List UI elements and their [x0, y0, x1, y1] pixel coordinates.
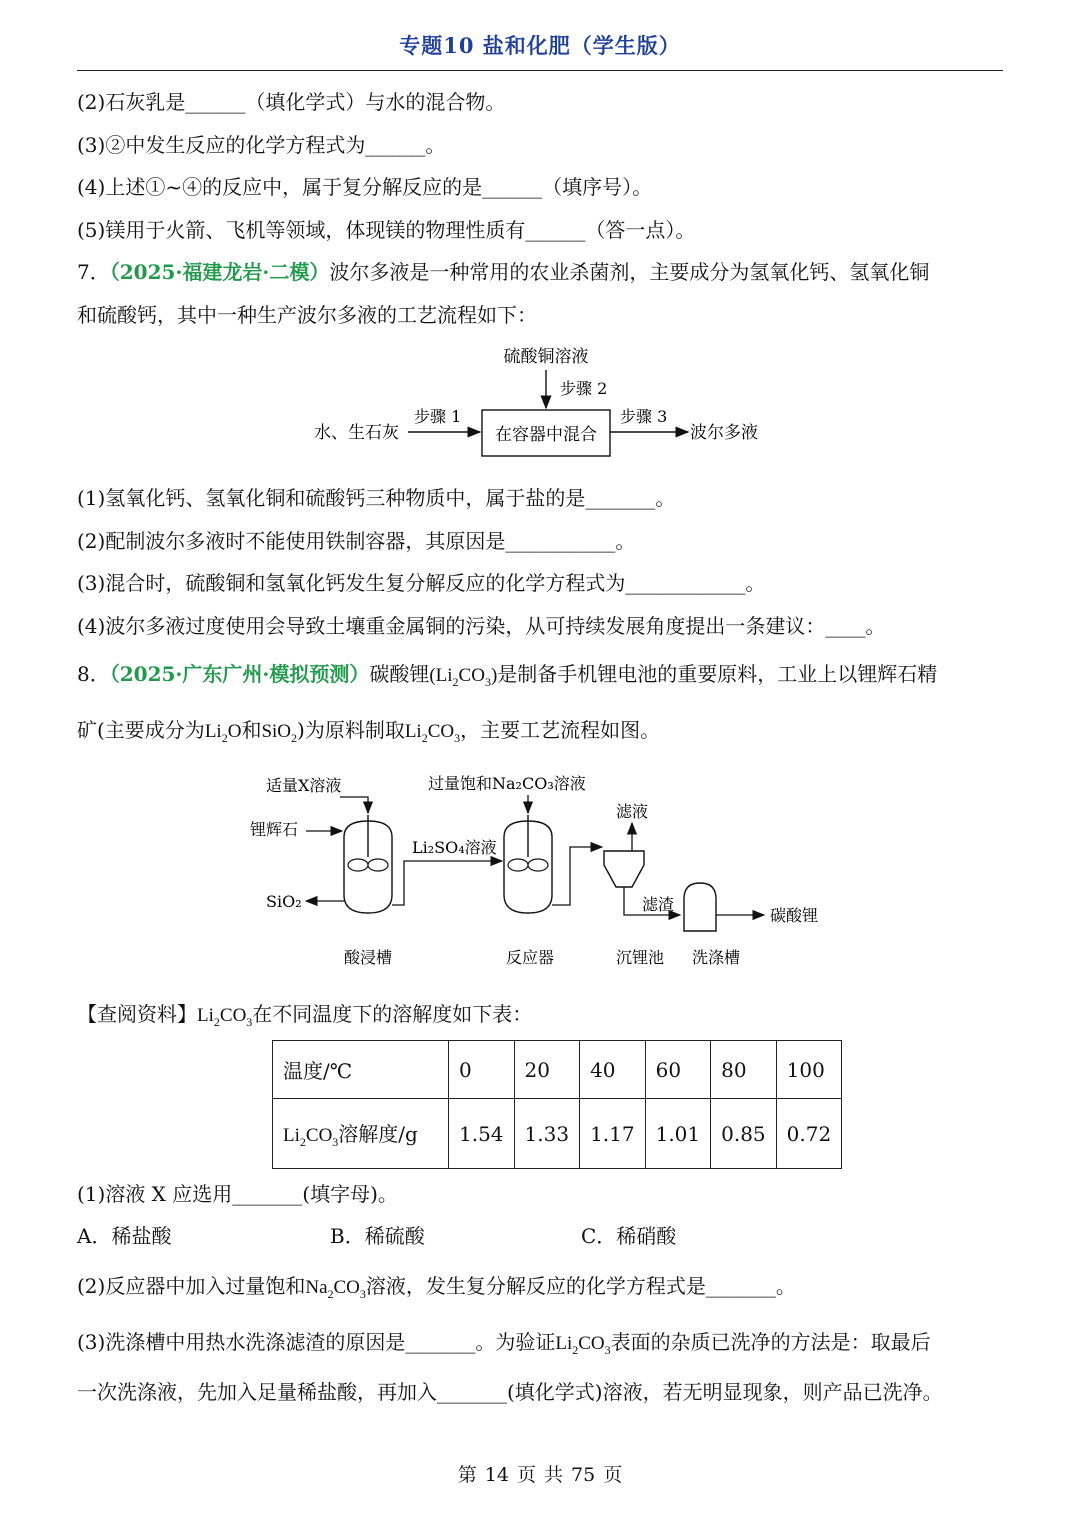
q8-flow-na2co3: 过量饱和Na₂CO₃溶液 — [428, 774, 586, 793]
footer-total-pages: 75 — [571, 1464, 596, 1486]
header-divider — [77, 70, 1003, 71]
q8-washing-tank — [684, 883, 716, 931]
q8-part2-text-a: (2)反应器中加入过量饱和 — [77, 1274, 306, 1298]
q8-reference-line — [77, 998, 532, 1030]
q7-part2: (2)配制波尔多液时不能使用铁制容器，其原因是___________。 — [77, 529, 636, 553]
q8-reactor-blade-left — [508, 859, 528, 871]
q8-source: （2025·广东广州·模拟预测） — [109, 662, 370, 686]
page-footer — [0, 1460, 1080, 1487]
q8-reactor-blade-right — [528, 859, 548, 871]
q8-number: 8． — [77, 662, 110, 686]
q8-formula-na2co3: $Na_2CO_3$ — [305, 1277, 366, 1301]
table-cell: 80 — [711, 1041, 777, 1099]
q7-flow-left-input: 水、生石灰 — [314, 423, 399, 443]
q8-flow-acid-tank: 酸浸槽 — [344, 948, 393, 967]
q7-source: （2025·福建龙岩·二模） — [109, 260, 330, 284]
table-cell: 100 — [776, 1041, 842, 1099]
q8-formula-li2co3-4: $Li_2CO_3$ — [555, 1333, 611, 1357]
table-cell: 60 — [645, 1041, 711, 1099]
table-cell: 0.85 — [711, 1099, 777, 1169]
q6-part4: (4)上述①~④的反应中，属于复分解反应的是______（填序号）。 — [77, 175, 653, 199]
q6-part3: (3)②中发生反应的化学方程式为______。 — [77, 133, 446, 157]
q8-flow-sio2: SiO₂ — [266, 892, 302, 911]
q8-formula-li2co3-table: $Li_2CO_3$ — [283, 1124, 339, 1149]
q8-stem-line2 — [77, 714, 660, 746]
footer-total-label: 共 — [544, 1464, 564, 1486]
footer-page-label: 第 — [457, 1464, 477, 1486]
q8-part3-line2: 一次洗涤液，先加入足量稀盐酸，再加入_______(填化学式)溶液，若无明显现象，则产品已洗净。 — [77, 1380, 943, 1404]
solubility-label: 溶解度/g — [338, 1121, 418, 1146]
q8-flow-li2so4: Li₂SO₄溶液 — [412, 838, 497, 857]
q7-flow-step3: 步骤 3 — [620, 407, 668, 426]
q8-stem-line1 — [77, 658, 937, 690]
q8-option-c: C．稀硝酸 — [581, 1224, 677, 1248]
q8-stem-text2c: )为原料制取 — [297, 718, 405, 742]
table-cell: 1.17 — [580, 1099, 646, 1169]
footer-page-unit: 页 — [516, 1464, 536, 1486]
q8-reference-label: 【查阅资料】 — [77, 1002, 197, 1026]
q6-part2: (2)石灰乳是______（填化学式）与水的混合物。 — [77, 90, 506, 114]
q8-part2-text-b: 溶液，发生复分解反应的化学方程式是_______。 — [365, 1274, 796, 1298]
q8-flow-x-solution: 适量X溶液 — [266, 776, 342, 795]
q7-number: 7． — [77, 260, 110, 284]
q7-part3: (3)混合时，硫酸铜和氢氧化钙发生复分解反应的化学方程式为____________。 — [77, 571, 766, 595]
q8-formula-li2o: $Li_2O$ — [204, 721, 242, 745]
q8-option-b: B．稀硫酸 — [330, 1224, 425, 1248]
q8-flow-product: 碳酸锂 — [770, 906, 819, 925]
q8-arrow-li2so4 — [392, 861, 502, 905]
solubility-table — [272, 1040, 842, 1169]
q7-stem-line2: 和硫酸钙，其中一种生产波尔多液的工艺流程如下： — [77, 303, 537, 327]
q8-reference-text: 在不同温度下的溶解度如下表： — [252, 1002, 533, 1026]
q7-flow-step1: 步骤 1 — [414, 407, 462, 426]
q8-flow-filtrate: 滤液 — [616, 802, 649, 821]
q7-flow-box-label: 在容器中混合 — [495, 425, 597, 445]
q7-part4: (4)波尔多液过度使用会导致土壤重金属铜的污染，从可持续发展角度提出一条建议：____。 — [77, 614, 886, 638]
q8-flow-diagram — [240, 765, 840, 975]
q7-flow-diagram — [300, 338, 780, 468]
footer-total-unit: 页 — [603, 1464, 623, 1486]
q8-part3-line1 — [77, 1326, 931, 1358]
q7-stem-line1 — [77, 256, 929, 285]
q7-flow-step2: 步骤 2 — [560, 379, 608, 398]
q8-stem-text2b: 和 — [241, 718, 262, 742]
q8-part3-text-a: (3)洗涤槽中用热水洗涤滤渣的原因是_______。为验证 — [77, 1330, 556, 1354]
q8-stem-text1a: 碳酸锂 — [369, 662, 430, 686]
q8-acid-tank-blade-right — [368, 859, 388, 871]
q8-formula-li2co3: $(Li_2CO_3)$ — [429, 665, 498, 689]
q8-option-a: A．稀盐酸 — [77, 1224, 172, 1248]
q8-acid-tank-blade-left — [348, 859, 368, 871]
table-row-solubility — [273, 1099, 842, 1169]
q8-stem-text2a: 矿(主要成分为 — [77, 718, 205, 742]
q8-settling-funnel — [604, 851, 644, 887]
page-header-title: 专题10 盐和化肥（学生版） — [399, 33, 681, 58]
q8-stem-text1b: 是制备手机锂电池的重要原料，工业上以锂辉石精 — [497, 662, 938, 686]
q6-part5: (5)镁用于火箭、飞机等领域，体现镁的物理性质有______（答一点）。 — [77, 218, 696, 242]
q8-stem-text2d: ，主要工艺流程如图。 — [460, 718, 661, 742]
table-cell: 1.33 — [514, 1099, 580, 1169]
table-row-temperature — [273, 1041, 842, 1099]
table-cell: 20 — [514, 1041, 580, 1099]
q8-flow-residue: 滤渣 — [642, 895, 675, 914]
q7-flow-output: 波尔多液 — [690, 423, 758, 443]
table-header-solubility — [273, 1099, 449, 1169]
table-header-temperature: 温度/℃ — [273, 1041, 449, 1099]
q8-arrow-x-solution — [340, 797, 368, 813]
q8-flow-settling: 沉锂池 — [616, 948, 665, 967]
q8-formula-sio2: SiO$_2$ — [261, 721, 298, 745]
table-cell: 1.54 — [449, 1099, 515, 1169]
q8-part1: (1)溶液 X 应选用_______(填字母)。 — [77, 1182, 398, 1206]
footer-page-number: 14 — [484, 1464, 509, 1486]
q7-part1: (1)氢氧化钙、氢氧化铜和硫酸钙三种物质中，属于盐的是_______。 — [77, 486, 676, 510]
table-cell: 0.72 — [776, 1099, 842, 1169]
table-cell: 40 — [580, 1041, 646, 1099]
q8-flow-spodumene: 锂辉石 — [250, 820, 299, 839]
q8-formula-li2co3-3: $Li_2CO_3$ — [197, 1005, 253, 1029]
table-cell: 1.01 — [645, 1099, 711, 1169]
q7-stem-text1: 波尔多液是一种常用的农业杀菌剂，主要成分为氢氧化钙、氢氧化铜 — [329, 260, 930, 284]
table-cell: 0 — [449, 1041, 515, 1099]
q8-arrow-to-settling — [552, 847, 602, 905]
q7-flow-top-input: 硫酸铜溶液 — [503, 347, 589, 367]
q8-formula-li2co3-2: $Li_2CO_3$ — [404, 721, 461, 745]
q8-flow-washing: 洗涤槽 — [692, 948, 741, 967]
q8-flow-reactor: 反应器 — [506, 948, 555, 967]
q8-part3-text-b: 表面的杂质已洗净的方法是：取最后 — [610, 1330, 931, 1354]
q8-part2 — [77, 1270, 796, 1302]
